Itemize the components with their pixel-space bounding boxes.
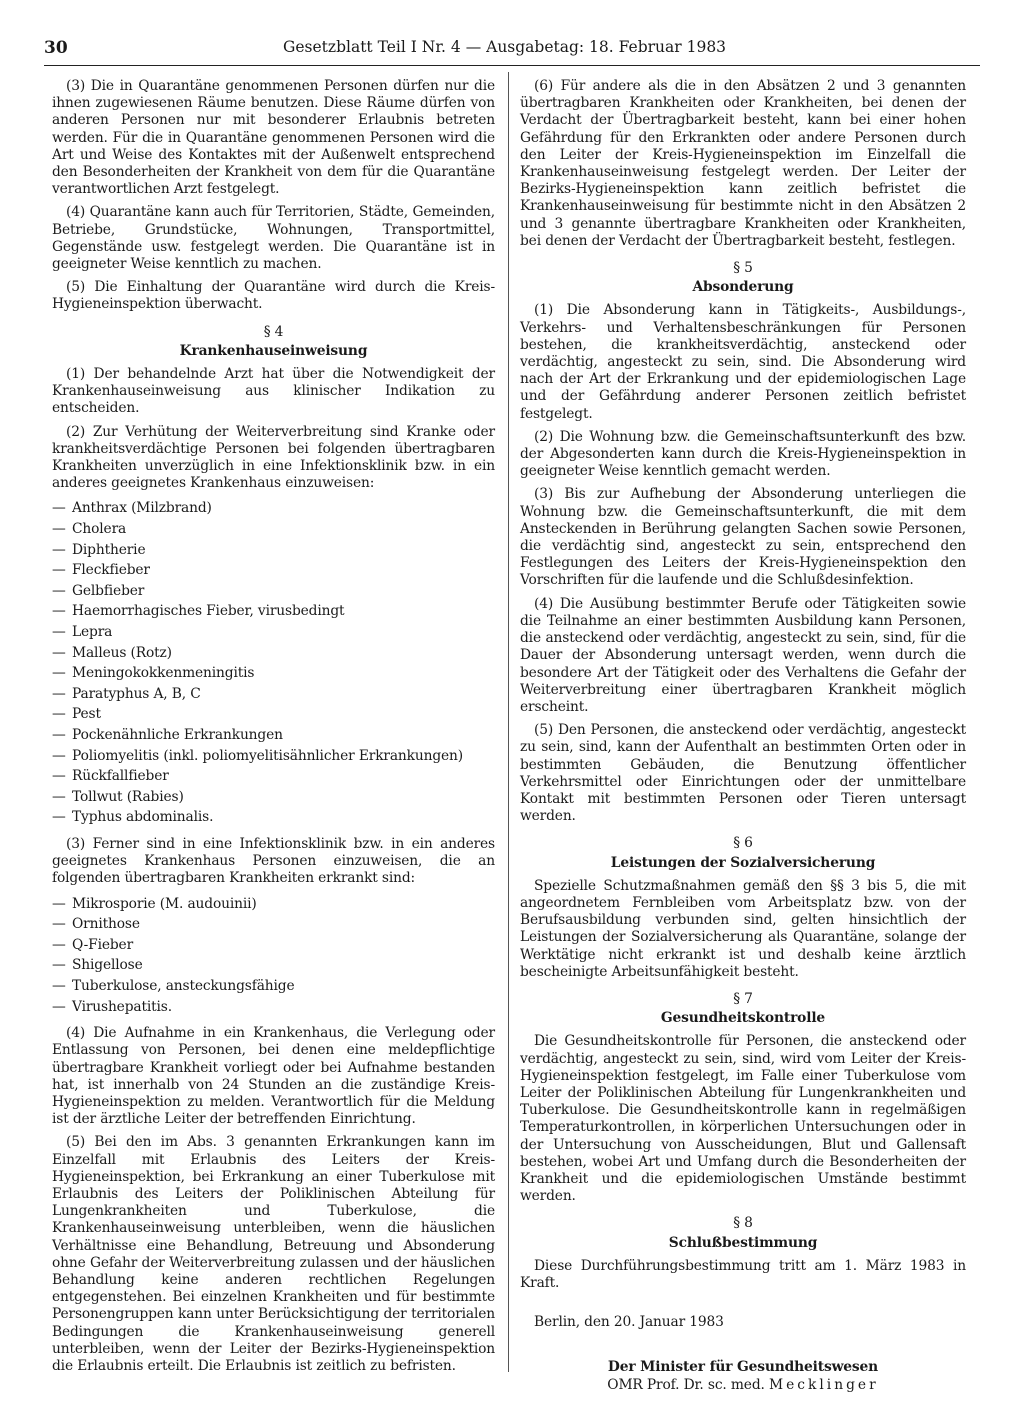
paragraph-3-3: (3) Die in Quarantäne genommenen Personen dürfen nur die ihnen zugewiesenen Räume benutzen. Diese Räume dürfen von anderen Personen nur mit besonderer Erlaubnis betreten werden. Für die in Quarantäne genommenen Personen wird die Art und Weise des Kontaktes mit der Außenwelt entsprechend den Besonderheiten der Krankheit von dem für die Quarantäne verantwortlichen Arzt festgelegt.: [52, 78, 495, 198]
paragraph-4-3: (3) Ferner sind in eine Infektionsklinik bzw. in ein anderes geeignetes Krankenhaus Personen einzuweisen, die an folgenden übertragbaren Krankheiten erkrankt sind:: [52, 835, 495, 887]
section-7-number: § 7: [733, 990, 753, 1007]
list-item: — Poliomyelitis (inkl. poliomyelitisähnlicher Erkrankungen): [52, 746, 495, 767]
list-item: — Q-Fieber: [52, 935, 495, 956]
list-item: — Haemorrhagisches Fieber, virusbedingt: [52, 601, 495, 622]
column-divider: [508, 72, 509, 1372]
section-8-title: Schlußbestimmung: [668, 1234, 818, 1251]
list-item: — Meningokokkenmeningitis: [52, 663, 495, 684]
section-4-number: § 4: [263, 323, 284, 340]
list-item: — Anthrax (Milzbrand): [52, 498, 495, 519]
list-item: — Diphtherie: [52, 540, 495, 561]
list-item: — Rückfallfieber: [52, 766, 495, 787]
list-item: — Fleckfieber: [52, 560, 495, 581]
list-item: — Mikrosporie (M. audouinii): [52, 894, 495, 915]
list-item: — Ornithose: [52, 914, 495, 935]
paragraph-4-2: (2) Zur Verhütung der Weiterverbreitung sind Kranke oder krankheitsverdächtige Personen bei folgenden übertragbaren Krankheiten unverzüglich in eine Infektionsklinik bzw. in ein anderes geeignetes Krankenhaus einzuweisen:: [52, 423, 495, 492]
section-6-title: Leistungen der Sozialversicherung: [610, 854, 876, 871]
section-8-number: § 8: [733, 1215, 753, 1232]
place-and-date: Berlin, den 20. Januar 1983: [534, 1314, 724, 1331]
signatory-prefix: OMR Prof. Dr. sc. med.: [607, 1376, 765, 1393]
paragraph-4-4: (4) Die Aufnahme in ein Krankenhaus, die Verlegung oder Entlassung von Personen, bei denen eine meldepflichtige übertragbare Krankheit vorliegt oder bei Aufnahme bestanden hat, ist innerhalb von 24 Stunden an die zuständige Kreis-Hygieneinspektion zu melden. Verantwortlich für die Meldung ist der ärztliche Leiter der betreffenden Einrichtung.: [52, 1025, 495, 1128]
paragraph-4-5: (5) Bei den im Abs. 3 genannten Erkrankungen kann im Einzelfall mit Erlaubnis des Leiters der Kreis-Hygieneinspektion, bei Erkrankung an einer Tuberkulose mit Erlaubnis des Leiters der Poliklinischen Abteilung für Lungenkrankheiten und Tuberkulose, die Krankenhauseinweisung unterbleiben, wenn die häuslichen Verhältnisse eine Behandlung, Betreuung und Absonderung ohne Gefahr der Weiterverbreitung zulassen und der häuslichen Behandlung keine anderen rechtlichen Regelungen entgegenstehen. Bei einzelnen Krankheiten und für bestimmte Personengruppen kann unter Berücksichtigung der territorialen Bedingungen die Krankenhauseinweisung generell unterbleiben, wenn der Leiter der Bezirks-Hygieneinspektion die Erlaubnis erteilt. Die Erlaubnis ist zeitlich zu befristen.: [52, 1134, 495, 1374]
section-6-number: § 6: [733, 835, 753, 852]
signatory: [520, 1377, 966, 1394]
list-item: — Tuberkulose, ansteckungsfähige: [52, 976, 495, 997]
paragraph-6: Spezielle Schutzmaßnahmen gemäß den §§ 3 bis 5, die mit angeordnetem Fernbleiben vom Arbeitsplatz bzw. von der Berufsausbildung verbunden sind, gelten hinsichtlich der Leistungen der Sozialversicherung als Quarantäne, solange der Werktätige nicht erkrankt ist und deshalb keine ärztlich bescheinigte Arbeitsunfähigkeit besteht.: [520, 877, 966, 980]
disease-list-1: [52, 498, 495, 828]
paragraph-5-2: (2) Die Wohnung bzw. die Gemeinschaftsunterkunft des bzw. der Abgesonderten kann durch die Kreis-Hygieneinspektion in geeigneter Weise kenntlich gemacht werden.: [520, 428, 966, 480]
list-item: — Tollwut (Rabies): [52, 787, 495, 808]
signatory-name: Mecklinger: [769, 1376, 879, 1393]
list-item: — Virushepatitis.: [52, 997, 495, 1018]
signatory-title: Der Minister für Gesundheitswesen: [607, 1359, 879, 1376]
section-5-title: Absonderung: [692, 279, 794, 296]
list-item: — Pockenähnliche Erkrankungen: [52, 725, 495, 746]
section-7-title: Gesundheitskontrolle: [660, 1010, 826, 1027]
list-item: — Shigellose: [52, 955, 495, 976]
paragraph-4-6: (6) Für andere als die in den Absätzen 2 und 3 genannten übertragbaren Krankheiten oder Krankheiten, bei denen der Verdacht der Übertragbarkeit besteht, kann bei einer hohen Gefährdung für den Erkrankten oder andere Personen durch den Leiter der Kreis-Hygieneinspektion im Einzelfall die Krankenhauseinweisung festgelegt werden. Der Leiter der Bezirks-Hygieneinspektion kann zeitlich befristet die Krankenhauseinweisung für bestimmte nicht in den Absätzen 2 und 3 genannte übertragbare Krankheiten oder Krankheiten, bei denen der Verdacht der Übertragbarkeit besteht, festlegen.: [520, 78, 966, 249]
list-item: — Malleus (Rotz): [52, 643, 495, 664]
disease-list-2: [52, 894, 495, 1018]
list-item: — Paratyphus A, B, C: [52, 684, 495, 705]
header-rule: [44, 65, 980, 66]
paragraph-3-4: (4) Quarantäne kann auch für Territorien, Städte, Gemeinden, Betriebe, Grundstücke, Wohnungen, Transportmittel, Gegenstände usw. festgelegt werden. Die Quarantäne ist in geeigneter Weise kenntlich zu machen.: [52, 204, 495, 273]
paragraph-8: Diese Durchführungsbestimmung tritt am 1. März 1983 in Kraft.: [520, 1257, 966, 1291]
paragraph-4-1: (1) Der behandelnde Arzt hat über die Notwendigkeit der Krankenhauseinweisung aus klinischer Indikation zu entscheiden.: [52, 366, 495, 417]
list-item: — Cholera: [52, 519, 495, 540]
section-5-number: § 5: [733, 260, 753, 277]
section-4-title: Krankenhauseinweisung: [179, 342, 368, 359]
paragraph-3-5: (5) Die Einhaltung der Quarantäne wird durch die Kreis-Hygieneinspektion überwacht.: [52, 279, 495, 313]
left-column: [52, 78, 495, 1381]
right-column: [520, 78, 966, 1394]
paragraph-5-5: (5) Den Personen, die ansteckend oder verdächtig, angesteckt zu sein, sind, kann der Aufenthalt an bestimmten Orten oder in bestimmten Gebäuden, die Benutzung öffentlicher Verkehrsmittel oder Einrichtungen oder der unmittelbare Kontakt mit bestimmten Personen oder Tieren untersagt werden.: [520, 722, 966, 825]
list-item: — Pest: [52, 704, 495, 725]
list-item: — Lepra: [52, 622, 495, 643]
page-header-title: Gesetzblatt Teil I Nr. 4 — Ausgabetag: 18. Februar 1983: [283, 38, 727, 56]
page-number: 30: [44, 38, 68, 58]
list-item: — Gelbfieber: [52, 581, 495, 602]
paragraph-7: Die Gesundheitskontrolle für Personen, die ansteckend oder verdächtig, angesteckt zu sein, sind, wird vom Leiter der Kreis-Hygieneinspektion festgelegt, im Falle einer Tuberkulose vom Leiter der Poliklinischen Abteilung für Lungenkrankheiten und Tuberkulose. Die Gesundheitskontrolle kann in regelmäßigen Temperaturkontrollen, in körperlichen Untersuchungen oder in der Untersuchung von Ausscheidungen, Blut und Gallensaft bestehen, wobei Art und Umfang durch die Besonderheiten der Krankheit und die epidemiologischen Umstände bestimmt werden.: [520, 1033, 966, 1205]
paragraph-5-1: (1) Die Absonderung kann in Tätigkeits-, Ausbildungs-, Verkehrs- und Verhaltensbeschränkungen für Personen bestehen, die krankheitsverdächtig, ansteckend oder verdächtig, angesteckt zu sein, sind. Die Absonderung wird nach der Art der Erkrankung und der epidemiologischen Lage und der Gefährdung anderer Personen zeitlich befristet festgelegt.: [520, 302, 966, 422]
paragraph-5-4: (4) Die Ausübung bestimmter Berufe oder Tätigkeiten sowie die Teilnahme an einer bestimmten Ausbildung kann Personen, die ansteckend oder verdächtig, angesteckt zu sein, sind, für die Dauer der Absonderung untersagt werden, wenn durch die besondere Art der Tätigkeit oder des Verhaltens die Gefahr der Weiterverbreitung einer übertragbaren Krankheit möglich erscheint.: [520, 595, 966, 715]
paragraph-5-3: (3) Bis zur Aufhebung der Absonderung unterliegen die Wohnung bzw. die Gemeinschaftsunterkunft, die mit dem Ansteckenden in Berührung gelangten Sachen sowie Personen, die verdächtig sind, angesteckt zu sein, entsprechend den Festlegungen des Leiters der Kreis-Hygieneinspektion den Vorschriften für die laufende und die Schlußdesinfektion.: [520, 486, 966, 589]
list-item: — Typhus abdominalis.: [52, 807, 495, 828]
